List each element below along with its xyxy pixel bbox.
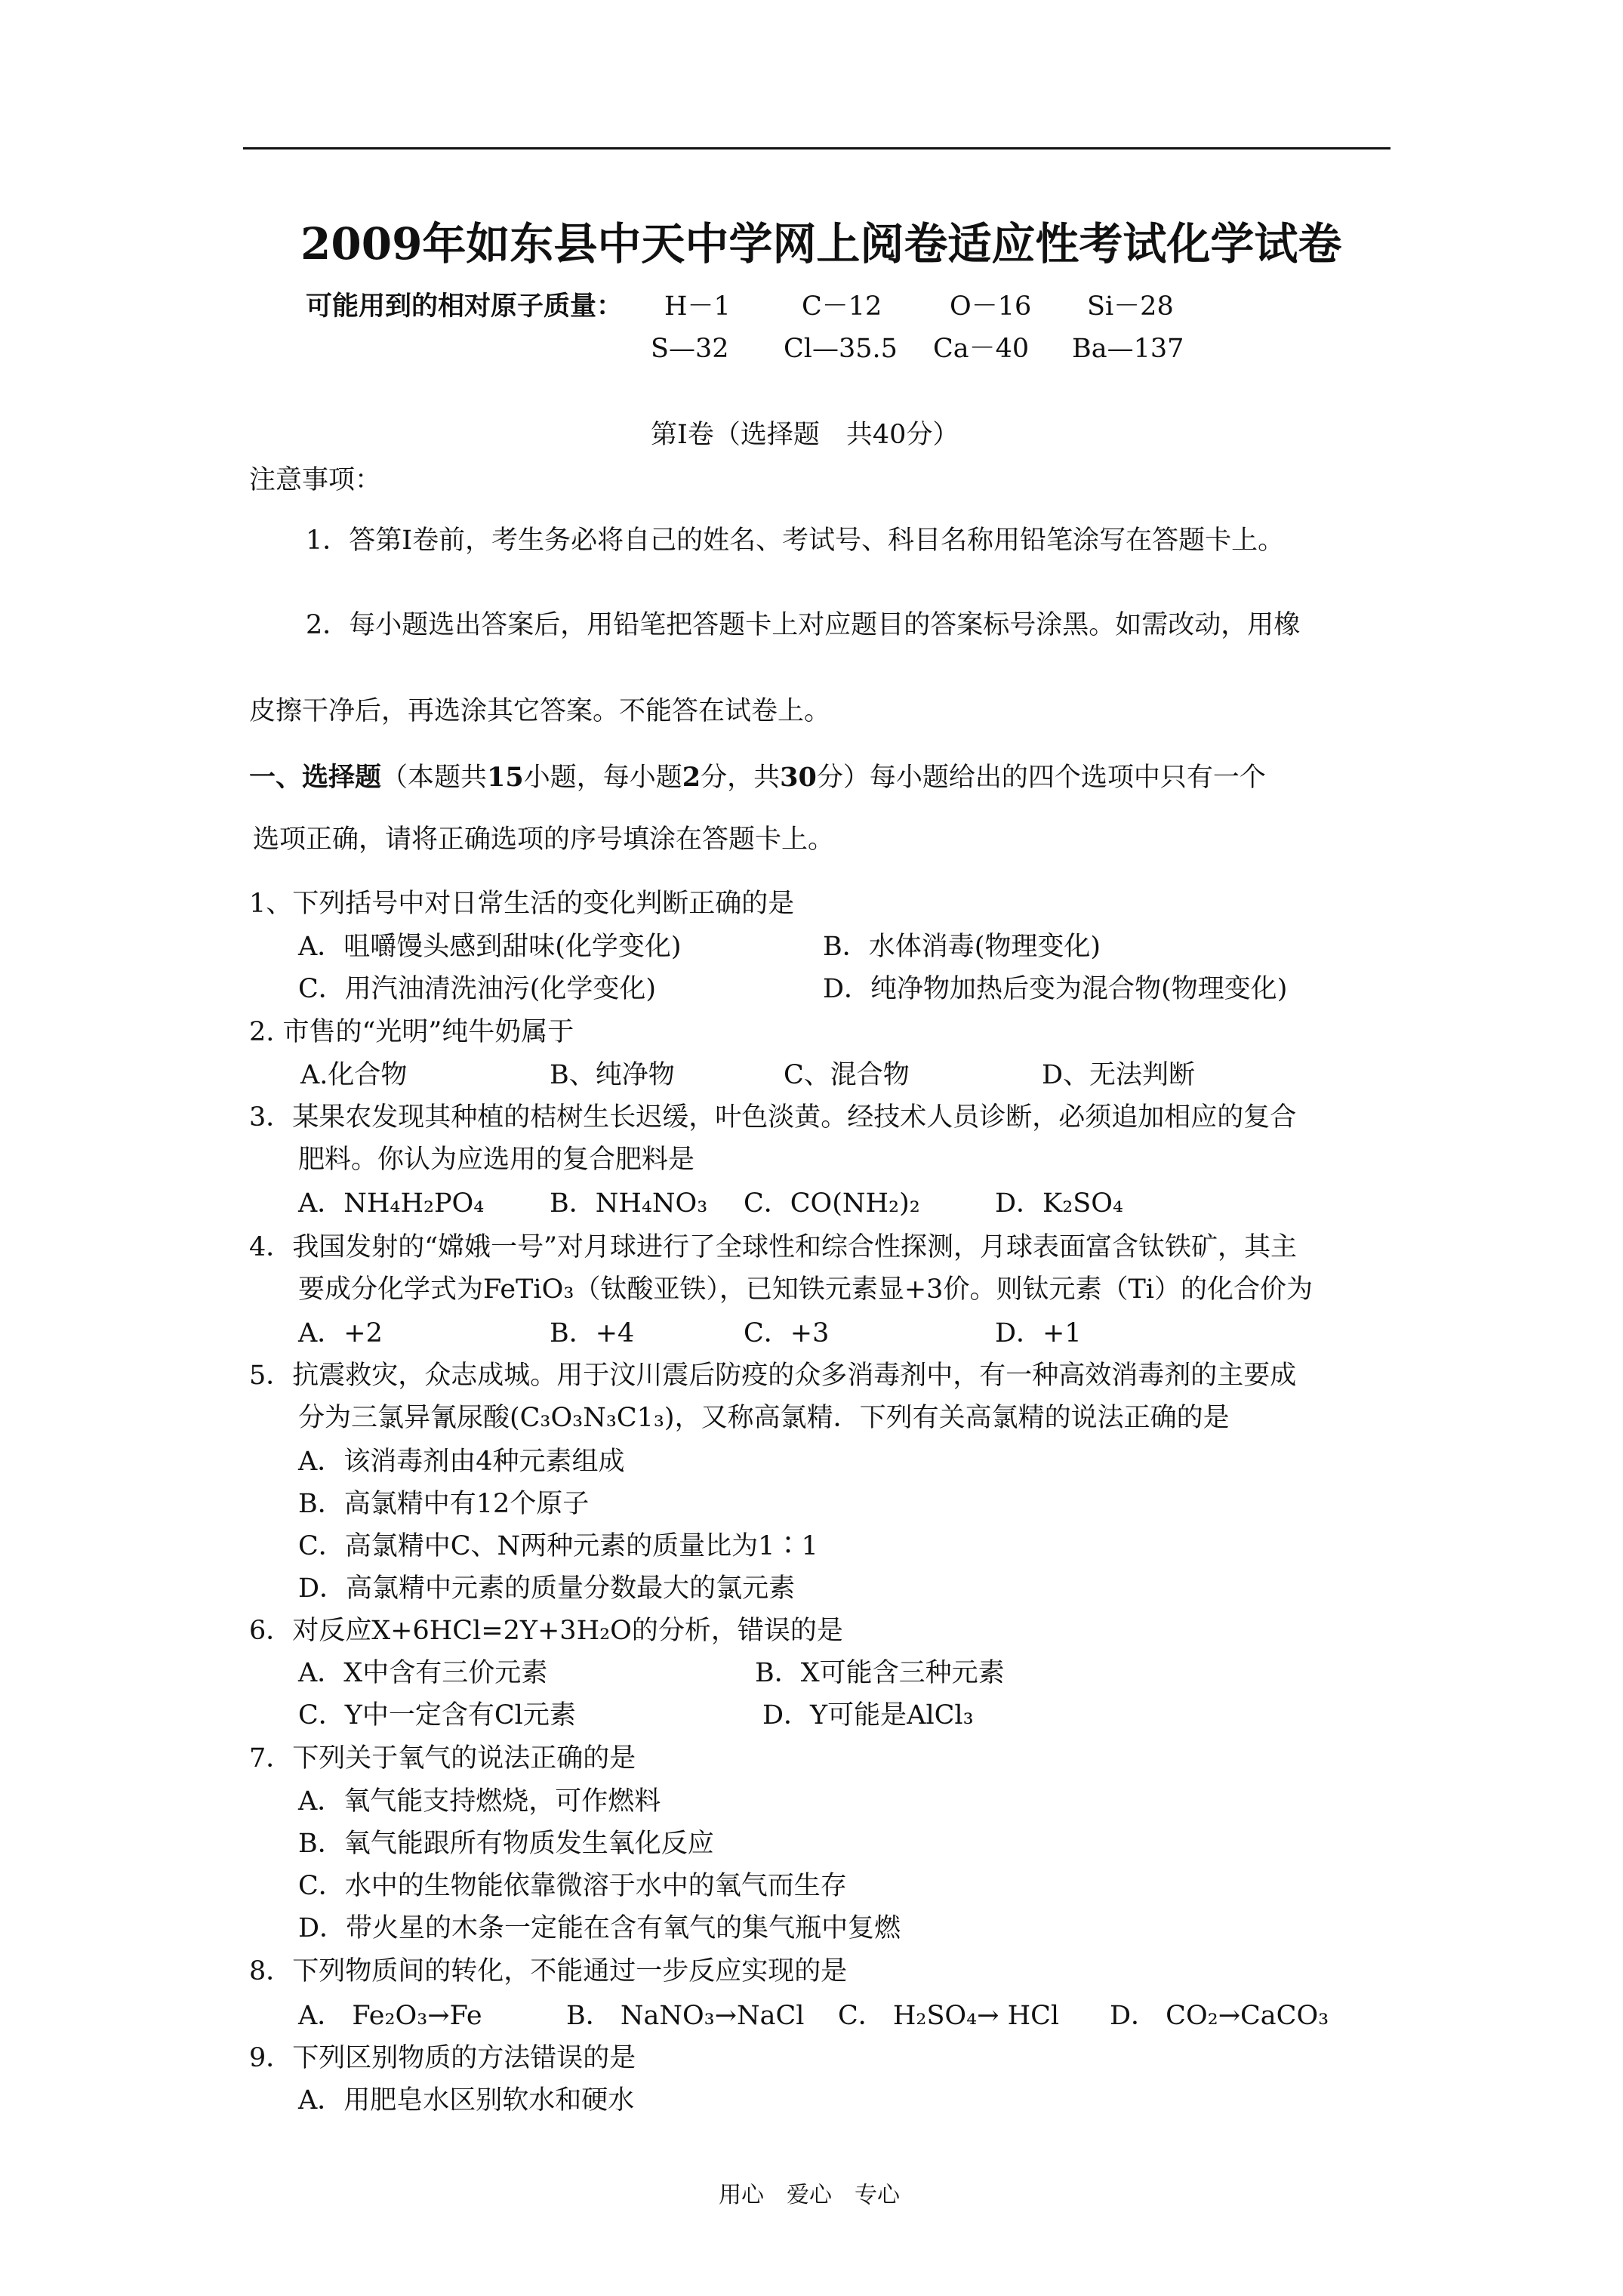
note-item-1: 1．答第Ⅰ卷前，考生务必将自己的姓名、考试号、科目名称用铅笔涂写在答题卡上。 — [306, 525, 1285, 556]
q2-option-d: D、无法判断 — [1042, 1060, 1196, 1090]
q8-option-c: C． H₂SO₄→ HCl — [838, 2001, 1060, 2031]
q4-option-b: B．+4 — [550, 1318, 635, 1348]
q6-stem: 6．对反应X+6HCl=2Y+3H₂O的分析，错误的是 — [249, 1616, 843, 1646]
q8-stem: 8．下列物质间的转化，不能通过一步反应实现的是 — [249, 1956, 848, 1986]
q7-option-d: D．带火星的木条一定能在含有氧气的集气瓶中复燃 — [298, 1913, 901, 1943]
atomic-mass-o: O－16 — [950, 291, 1032, 322]
q8-option-a: A． Fe₂O₃→Fe — [298, 2001, 482, 2031]
q6-option-d: D．Y可能是AlCl₃ — [762, 1700, 974, 1730]
q7-option-c: C．水中的生物能依靠微溶于水中的氧气而生存 — [298, 1871, 847, 1901]
q1-option-c: C．用汽油清洗油污(化学变化) — [298, 974, 657, 1004]
q3-option-c: C．CO(NH₂)₂ — [744, 1188, 920, 1219]
q3-stem-line-2: 肥料。你认为应选用的复合肥料是 — [298, 1145, 695, 1175]
q4-stem-line-2: 要成分化学式为FeTiO₃（钛酸亚铁），已知铁元素显+3价。则钛元素（Ti）的化合价为 — [298, 1274, 1313, 1305]
q1-option-a: A．咀嚼馒头感到甜味(化学变化) — [298, 932, 682, 962]
q7-stem: 7．下列关于氧气的说法正确的是 — [249, 1743, 636, 1774]
q1-option-d: D．纯净物加热后变为混合物(物理变化) — [823, 974, 1288, 1004]
q1-stem: 1、下列括号中对日常生活的变化判断正确的是 — [249, 889, 795, 919]
q6-option-c: C．Y中一定含有Cl元素 — [298, 1700, 576, 1730]
exam-title: 2009年如东县中天中学网上阅卷适应性考试化学试卷 — [300, 218, 1342, 270]
q6-option-b: B．X可能含三种元素 — [755, 1658, 1005, 1688]
q7-option-a: A．氧气能支持燃烧，可作燃料 — [298, 1786, 661, 1817]
q2-stem: 2. 市售的“光明”纯牛奶属于 — [249, 1017, 574, 1047]
q3-stem-line-1: 3．某果农发现其种植的桔树生长迟缓，叶色淡黄。经技术人员诊断，必须追加相应的复合 — [249, 1102, 1297, 1133]
q3-option-d: D．K₂SO₄ — [995, 1188, 1123, 1219]
q5-option-b: B．高氯精中有12个原子 — [298, 1489, 590, 1519]
q2-option-a: A.化合物 — [300, 1060, 408, 1090]
q1-option-b: B．水体消毒(物理变化) — [823, 932, 1101, 962]
atomic-mass-h: H－1 — [664, 291, 731, 322]
q7-option-b: B．氧气能跟所有物质发生氧化反应 — [298, 1829, 714, 1859]
q4-option-d: D．+1 — [995, 1318, 1082, 1348]
q3-option-a: A．NH₄H₂PO₄ — [298, 1188, 485, 1219]
q5-option-c: C．高氯精中C、N两种元素的质量比为1∶1 — [298, 1531, 818, 1561]
q4-stem-line-1: 4．我国发射的“嫦娥一号”对月球进行了全球性和综合性探测，月球表面富含钛铁矿，其主 — [249, 1232, 1298, 1262]
q2-option-c: C、混合物 — [784, 1060, 910, 1090]
note-item-2-line-2: 皮擦干净后，再选涂其它答案。不能答在试卷上。 — [249, 696, 831, 726]
q2-option-b: B、纯净物 — [550, 1060, 675, 1090]
q8-option-b: B． NaNO₃→NaCl — [566, 2001, 805, 2031]
section1-instructions-line-1: 一、选择题（本题共15小题，每小题2分，共30分）每小题给出的四个选项中只有一个 — [249, 762, 1266, 793]
q4-option-c: C．+3 — [744, 1318, 830, 1348]
q8-option-d: D． CO₂→CaCO₃ — [1110, 2001, 1329, 2031]
q5-stem-line-1: 5．抗震救灾，众志成城。用于汶川震后防疫的众多消毒剂中，有一种高效消毒剂的主要成 — [249, 1361, 1297, 1391]
atomic-mass-c: C－12 — [802, 291, 882, 322]
atomic-mass-cl: Cl—35.5 — [784, 334, 898, 364]
section1-instructions-line-2: 选项正确，请将正确选项的序号填涂在答题卡上。 — [253, 824, 835, 855]
page-footer: 用心 爱心 专心 — [719, 2182, 900, 2208]
q5-stem-line-2: 分为三氯异氰尿酸(C₃O₃N₃C1₃)，又称高氯精．下列有关高氯精的说法正确的是 — [298, 1403, 1230, 1433]
part1-heading: 第Ⅰ卷（选择题 共40分） — [651, 420, 959, 450]
atomic-mass-label: 可能用到的相对原子质量： — [306, 291, 624, 322]
q9-option-a: A．用肥皂水区别软水和硬水 — [298, 2085, 635, 2116]
header-rule — [243, 147, 1390, 149]
q6-option-a: A．X中含有三价元素 — [298, 1658, 548, 1688]
atomic-mass-ba: Ba—137 — [1072, 334, 1184, 364]
atomic-mass-ca: Ca－40 — [933, 334, 1030, 364]
atomic-mass-s: S—32 — [651, 334, 729, 364]
note-item-2-line-1: 2．每小题选出答案后，用铅笔把答题卡上对应题目的答案标号涂黑。如需改动，用橡 — [306, 610, 1301, 640]
q9-stem: 9．下列区别物质的方法错误的是 — [249, 2043, 636, 2073]
q4-option-a: A．+2 — [298, 1318, 383, 1348]
q5-option-d: D．高氯精中元素的质量分数最大的氯元素 — [298, 1573, 796, 1604]
notes-heading: 注意事项： — [249, 465, 382, 495]
q5-option-a: A．该消毒剂由4种元素组成 — [298, 1447, 625, 1477]
atomic-mass-si: Si－28 — [1087, 291, 1174, 322]
q3-option-b: B．NH₄NO₃ — [550, 1188, 708, 1219]
